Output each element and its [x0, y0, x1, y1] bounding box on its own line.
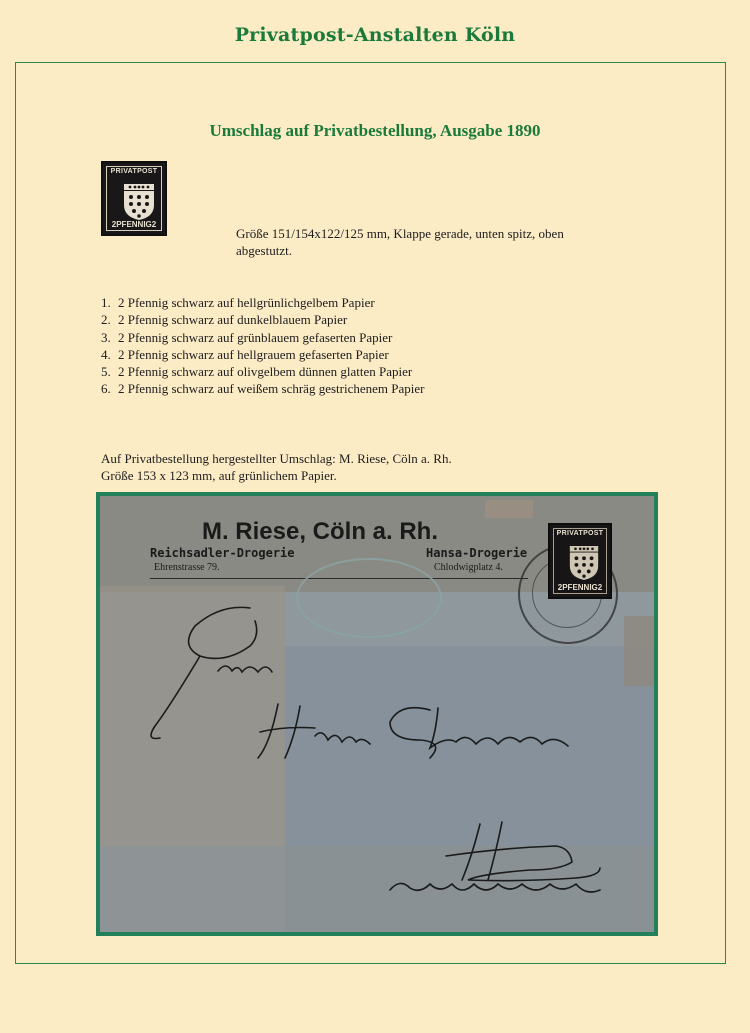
list-item-text: 2 Pfennig schwarz auf hellgrauem gefaserten Papier — [118, 346, 389, 362]
list-item-text: 2 Pfennig schwarz auf hellgrünlichgelbem Papier — [118, 295, 375, 310]
list-item — [101, 294, 424, 311]
list-item-number: 5. — [101, 364, 111, 380]
stamp-bottom-text: 2PFENNIG2 — [111, 220, 157, 229]
list-item — [101, 311, 424, 328]
list-item — [101, 380, 424, 397]
stamp-bottom-text: 2PFENNIG2 — [557, 583, 603, 592]
page-title: Umschlag auf Privatbestellung, Ausgabe 1890 — [209, 121, 541, 140]
list-item-number: 4. — [101, 346, 111, 362]
envelope-mount — [96, 492, 658, 936]
left-shop-address: Ehrenstrasse 79. — [154, 562, 220, 573]
list-item-number: 6. — [101, 381, 111, 397]
list-item — [101, 329, 424, 346]
caption-line-2: Größe 153 x 123 mm, auf grünlichem Papier. — [101, 468, 337, 483]
handwritten-address-image — [100, 496, 654, 932]
merchant-name: M. Riese, Cöln a. Rh. — [201, 518, 439, 545]
right-shop-name: Hansa-Drogerie — [426, 546, 528, 560]
list-item-text: 2 Pfennig schwarz auf grünblauem gefaserten Papier — [118, 329, 393, 345]
list-item-number: 2. — [101, 312, 111, 328]
stamp-image — [101, 161, 167, 236]
list-item-number: 3. — [101, 329, 111, 345]
list-item — [101, 346, 424, 363]
list-item-number: 1. — [101, 295, 111, 310]
stamp-top-text: PRIVATPOST — [556, 530, 604, 537]
stamp-inner-border — [106, 166, 162, 231]
left-shop-name: Reichsadler-Drogerie — [150, 546, 295, 560]
caption-line-1: Auf Privatbestellung hergestellter Umschlag: M. Riese, Cöln a. Rh. — [101, 451, 452, 466]
envelope-image — [100, 496, 654, 932]
list-item — [101, 363, 424, 380]
right-shop-address: Chlodwigplatz 4. — [434, 562, 503, 573]
list-item-text: 2 Pfennig schwarz auf olivgelbem dünnen glatten Papier — [118, 364, 413, 380]
list-item-text: 2 Pfennig schwarz auf weißem schräg gestrichenem Papier — [118, 381, 425, 397]
variety-list — [101, 294, 424, 398]
size-description: Größe 151/154x122/125 mm, Klappe gerade, unten spitz, oben abgestutzt. — [236, 226, 564, 258]
cover-caption — [101, 450, 452, 484]
list-item-text: 2 Pfennig schwarz auf dunkelblauem Papier — [118, 312, 348, 328]
page-header: Privatpost-Anstalten Köln — [234, 24, 516, 46]
coat-of-arms-icon — [121, 181, 157, 221]
stamp-top-text: PRIVATPOST — [110, 168, 158, 175]
